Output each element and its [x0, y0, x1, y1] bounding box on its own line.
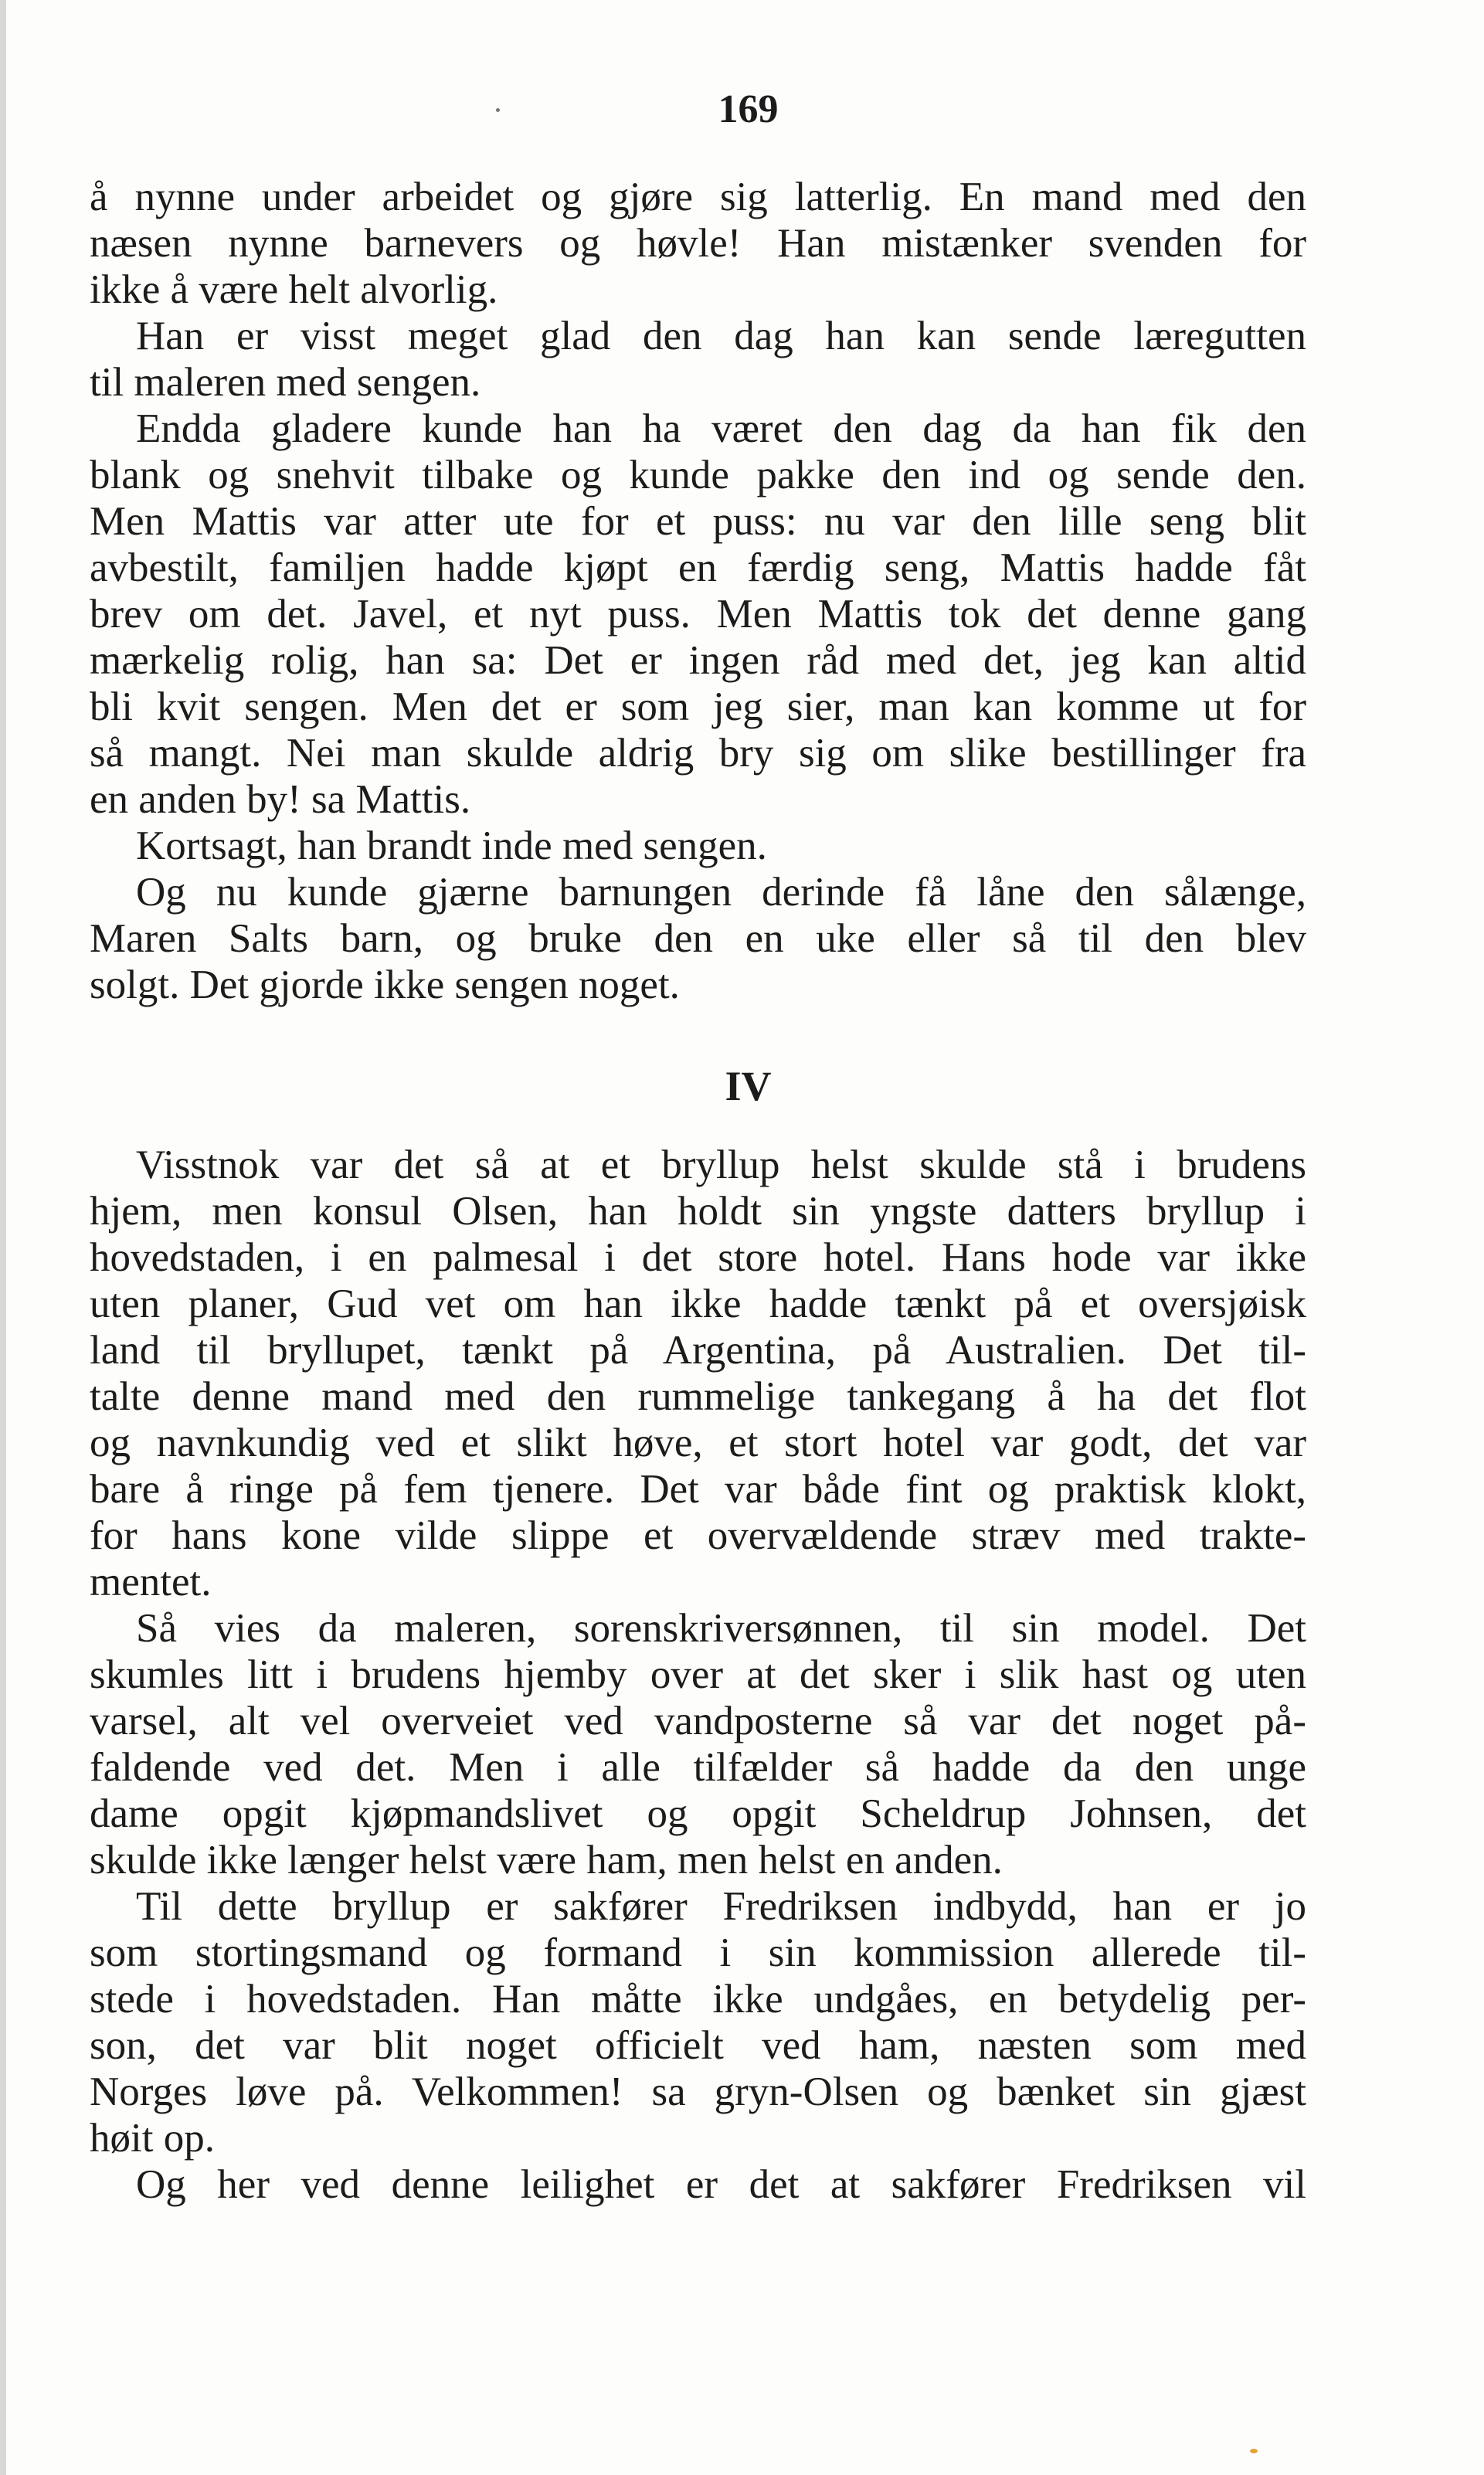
text-line: skulde ikke længer helst være ham, men helst en anden.: [90, 1838, 1003, 1883]
ink-speck: [1250, 2449, 1258, 2453]
text-line: mentet.: [90, 1560, 212, 1604]
text-line: Til dette bryllup er sakfører Fredriksen indbydd, han er jo: [136, 1884, 1306, 1929]
text-line: Så vies da maleren, sorenskriversønnen, til sin model. Det: [136, 1606, 1306, 1651]
text-line: og navnkundig ved et slikt høve, et stort hotel var godt, det var: [90, 1421, 1306, 1465]
text-block-top: [90, 174, 1306, 1008]
text-block-bottom: [90, 1142, 1306, 2208]
text-line: Han er visst meget glad den dag han kan sende læregutten: [136, 314, 1306, 358]
text-line: faldende ved det. Men i alle tilfælder så hadde da den unge: [90, 1745, 1306, 1790]
text-line: Norges løve på. Velkommen! sa gryn-Olsen og bænket sin gjæst: [90, 2069, 1306, 2114]
text-line: bli kvit sengen. Men det er som jeg sier, man kan komme ut for: [90, 684, 1306, 729]
text-line: brev om det. Javel, et nyt puss. Men Mattis tok det denne gang: [90, 592, 1306, 637]
text-line: solgt. Det gjorde ikke sengen noget.: [90, 963, 680, 1007]
page-number: 169: [718, 87, 779, 131]
text-line: Kortsagt, han brandt inde med sengen.: [136, 823, 767, 868]
text-line: hjem, men konsul Olsen, han holdt sin yngste datters bryllup i: [90, 1189, 1306, 1234]
text-line: for hans kone vilde slippe et overvældende stræv med trakte-: [90, 1513, 1306, 1558]
text-line: næsen nynne barnevers og høvle! Han mistænker svenden for: [90, 221, 1306, 266]
text-line: talte denne mand med den rummelige tankegang å ha det flot: [90, 1374, 1306, 1419]
text-line: varsel, alt vel overveiet ved vandposterne så var det noget på-: [90, 1699, 1306, 1743]
text-line: avbestilt, familjen hadde kjøpt en færdig seng, Mattis hadde fåt: [90, 545, 1306, 590]
text-line: til maleren med sengen.: [90, 360, 481, 405]
text-line: skumles litt i brudens hjemby over at det sker i slik hast og uten: [90, 1652, 1306, 1697]
text-line: høit op.: [90, 2116, 215, 2161]
section-heading: IV: [725, 1063, 772, 1109]
text-line: uten planer, Gud vet om han ikke hadde tænkt på et oversjøisk: [90, 1282, 1306, 1326]
text-line: blank og snehvit tilbake og kunde pakke den ind og sende den.: [90, 453, 1306, 497]
text-line: som stortingsmand og formand i sin kommission allerede til-: [90, 1930, 1306, 1975]
text-line: dame opgit kjøpmandslivet og opgit Scheldrup Johnsen, det: [90, 1791, 1306, 1836]
text-line: bare å ringe på fem tjenere. Det var både fint og praktisk klokt,: [90, 1467, 1306, 1512]
text-line: son, det var blit noget officielt ved ham, næsten som med: [90, 2023, 1306, 2068]
text-line: Visstnok var det så at et bryllup helst skulde stå i brudens: [136, 1142, 1306, 1187]
text-line: en anden by! sa Mattis.: [90, 777, 471, 822]
text-line: stede i hovedstaden. Han måtte ikke undgåes, en betydelig per-: [90, 1977, 1306, 2022]
text-line: å nynne under arbeidet og gjøre sig latterlig. En mand med den: [90, 175, 1306, 219]
text-line: hovedstaden, i en palmesal i det store hotel. Hans hode var ikke: [90, 1235, 1306, 1280]
text-line: Og nu kunde gjærne barnungen derinde få låne den sålænge,: [136, 870, 1306, 915]
text-line: så mangt. Nei man skulde aldrig bry sig om slike bestillinger fra: [90, 731, 1306, 776]
text-line: mærkelig rolig, han sa: Det er ingen råd med det, jeg kan altid: [90, 638, 1306, 683]
text-line: land til bryllupet, tænkt på Argentina, på Australien. Det til-: [90, 1328, 1306, 1373]
text-line: Endda gladere kunde han ha været den dag da han fik den: [136, 406, 1306, 451]
text-line: ikke å være helt alvorlig.: [90, 267, 498, 312]
text-line: Maren Salts barn, og bruke den en uke eller så til den blev: [90, 916, 1306, 961]
text-line: Og her ved denne leilighet er det at sakfører Fredriksen vil: [136, 2162, 1306, 2207]
text-line: Men Mattis var atter ute for et puss: nu var den lille seng blit: [90, 499, 1306, 544]
